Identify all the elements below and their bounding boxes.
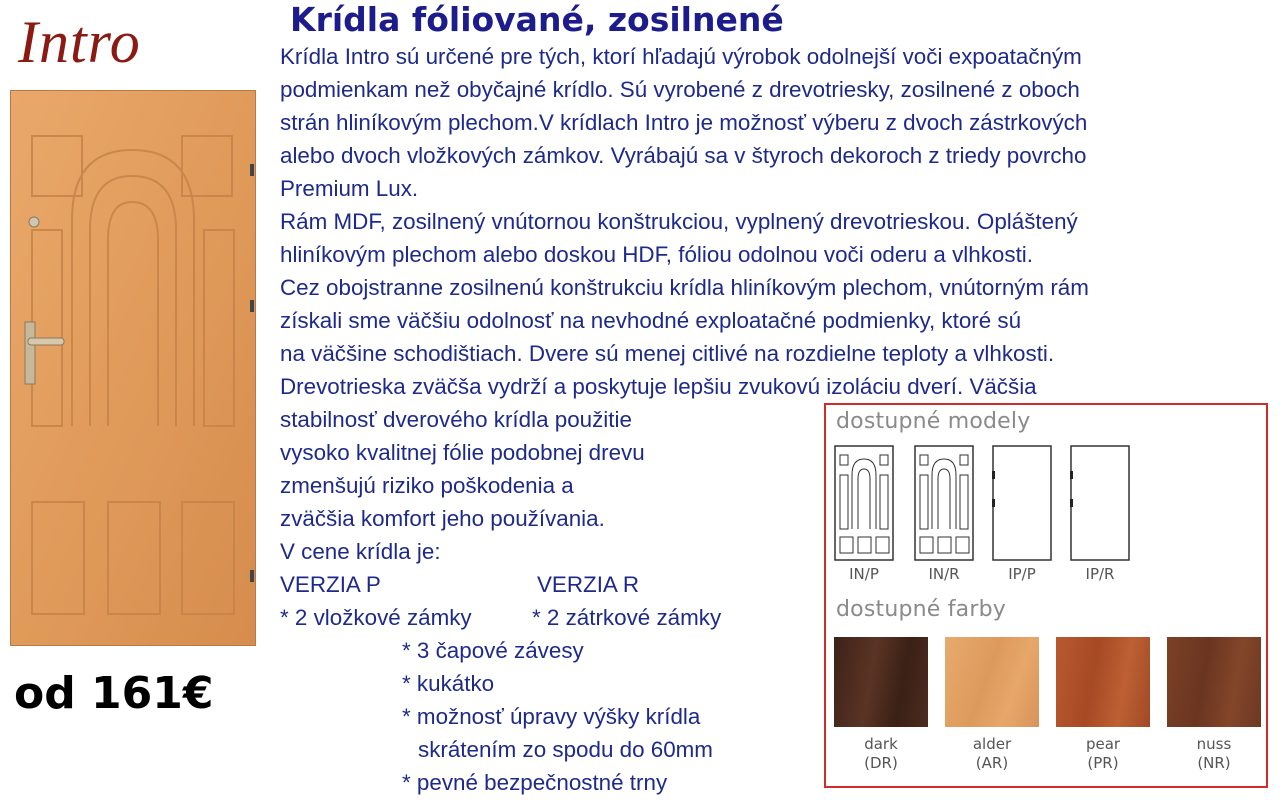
version-p-label: VERZIA P (280, 572, 381, 597)
swatch-box (834, 637, 928, 727)
model-ip-r[interactable] (1070, 445, 1130, 583)
paragraph-line: získali sme väčšiu odolnosť na nevhodné exploatačné podmienky, ktoré sú (280, 308, 1022, 333)
page-title: Krídla fóliované, zosilnené (290, 0, 784, 39)
model-label: IN/R (928, 565, 960, 583)
door-model-icon (1070, 445, 1130, 561)
swatch-code: (DR) (864, 754, 898, 772)
price-label: od 161€ (14, 668, 214, 719)
description-paragraph (280, 40, 1280, 403)
version-labels-row (280, 568, 820, 601)
door-image (10, 90, 256, 646)
version-r-label: VERZIA R (537, 572, 640, 597)
paragraph-line: Drevotrieska zväčša vydrží a poskytuje lepšiu zvukovú izoláciu dverí. Väčšia (280, 374, 1037, 399)
features-section (280, 403, 820, 799)
price-includes-heading: V cene krídla je: (280, 539, 441, 564)
color-swatch-dark[interactable] (834, 637, 928, 773)
model-label: IP/P (1008, 565, 1036, 583)
swatch-code: (PR) (1087, 754, 1119, 772)
feature-item-continuation: skrátením zo spodu do 60mm (418, 737, 713, 762)
paragraph-line: strán hliníkovým plechom.V krídlach Intro je možnosť výberu z dvoch zástrkových (280, 110, 1088, 135)
paragraph-line: zväčšia komfort jeho používania. (280, 506, 605, 531)
paragraph-line: Premium Lux. (280, 176, 419, 201)
brand-logo: Intro (18, 9, 141, 75)
swatch-code: (NR) (1197, 754, 1231, 772)
swatch-box (1167, 637, 1261, 727)
door-model-icon (914, 445, 974, 561)
model-in-p[interactable] (834, 445, 894, 583)
colors-heading: dostupné farby (836, 597, 1006, 622)
color-swatch-nuss[interactable] (1167, 637, 1261, 773)
model-in-r[interactable] (914, 445, 974, 583)
color-swatch-alder[interactable] (945, 637, 1039, 773)
paragraph-line: vysoko kvalitnej fólie podobnej drevu (280, 440, 645, 465)
paragraph-line: Cez obojstranne zosilnenú konštrukciu krídla hliníkovým plechom, vnútorným rám (280, 275, 1089, 300)
swatch-name: dark (864, 735, 898, 753)
paragraph-line: stabilnosť dverového krídla použitie (280, 407, 632, 432)
swatch-code: (AR) (975, 754, 1009, 772)
color-swatch-pear[interactable] (1056, 637, 1150, 773)
paragraph-line: hliníkovým plechom alebo doskou HDF, fóliou odolnou voči oderu a vlhkosti. (280, 242, 1033, 267)
paragraph-line: Rám MDF, zosilnený vnútornou konštrukciou, vyplnený drevotrieskou. Opláštený (280, 209, 1078, 234)
swatch-box (945, 637, 1039, 727)
paragraph-line: na väčšine schodištiach. Dvere sú menej citlivé na rozdielne teploty a vlhkosti. (280, 341, 1055, 366)
feature-item: * 3 čapové závesy (402, 638, 584, 663)
paragraph-line: zmenšujú riziko poškodenia a (280, 473, 574, 498)
swatch-name: pear (1085, 735, 1121, 753)
model-label: IN/P (849, 565, 879, 583)
model-ip-p[interactable] (992, 445, 1052, 583)
version-features-row (280, 601, 820, 634)
options-panel (824, 403, 1268, 788)
version-r-feature: * 2 zátrkové zámky (532, 605, 722, 630)
feature-item: * kukátko (402, 671, 495, 696)
door-model-icon (992, 445, 1052, 561)
version-p-feature: * 2 vložkové zámky (280, 605, 472, 630)
paragraph-line: Krídla Intro sú určené pre tých, ktorí hľadajú výrobok odolnejší voči expoatačným (280, 44, 1082, 69)
swatch-name: alder (972, 735, 1012, 753)
feature-item: * možnosť úpravy výšky krídla (402, 704, 701, 729)
door-model-icon (834, 445, 894, 561)
paragraph-line: podmienkam než obyčajné krídlo. Sú vyrobené z drevotriesky, zosilnené z oboch (280, 77, 1080, 102)
models-heading: dostupné modely (836, 409, 1031, 434)
paragraph-line: alebo dvoch vložkových zámkov. Vyrábajú sa v štyroch dekoroch z triedy povrcho (280, 143, 1087, 168)
swatch-box (1056, 637, 1150, 727)
feature-item: * pevné bezpečnostné trny (402, 770, 668, 795)
model-label: IP/R (1085, 565, 1115, 583)
swatch-name: nuss (1196, 735, 1232, 753)
